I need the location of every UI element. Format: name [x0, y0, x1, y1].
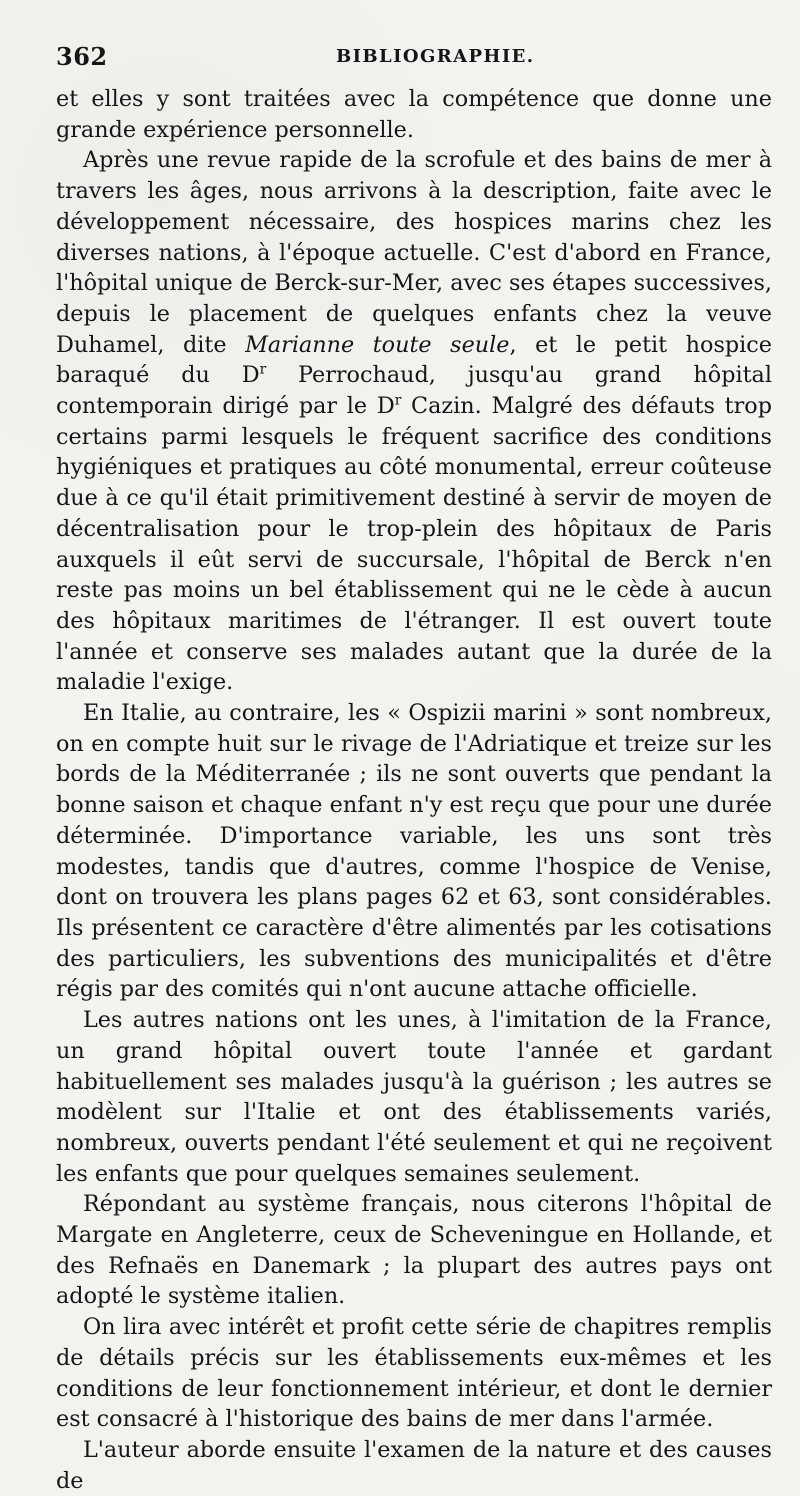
paragraph-2-text-a: Après une revue rapide de la scrofule et des bains de mer à travers les âges, nous arrivons à la description, faite avec le développement nécessaire, des hospices marins chez les diverses nations, à l'époque actuelle. C'est d'abord en France, l'hôpital unique de Berck-sur-Mer, avec ses étapes successives, depuis le placement de quelques enfants chez la veuve Duhamel, dite	[56, 147, 772, 358]
paragraph-7: L'auteur aborde ensuite l'examen de la nature et des causes de	[56, 1436, 772, 1494]
superscript-r-2: r	[394, 392, 402, 409]
page-number: 362	[56, 42, 108, 71]
body-text	[56, 84, 772, 1496]
paragraph-5: Répondant au système français, nous citerons l'hôpital de Margate en Angleterre, ceux de Scheveningue en Hollande, et des Refnaës en Danemark ; la plupart des autres pays ont adopté le système italien.	[56, 1191, 772, 1310]
paragraph-2	[56, 145, 772, 698]
paragraph-2-text-b: , et le petit hospice baraqué du D	[56, 331, 772, 389]
paragraph-1: et elles y sont traitées avec la compétence que donne une grande expérience personnelle.	[56, 86, 772, 143]
superscript-r-1: r	[259, 361, 267, 378]
page-header	[56, 42, 756, 74]
paragraph-3: En Italie, au contraire, les « Ospizii marini » sont nombreux, on en compte huit sur le rivage de l'Adriatique et treize sur les bords de la Méditerranée ; ils ne sont ouverts que pendant la bonne saison et chaque enfant n'y est reçu que pour une durée déterminée. D'importance variable, les uns sont très modestes, tandis que d'autres, comme l'hospice de Venise, dont on trouvera les plans pages 62 et 63, sont considérables. Ils présentent ce caractère d'être alimentés par les cotisations des particuliers, les subventions des municipalités et d'être régis par des comités qui n'ont aucune attache officielle.	[56, 700, 772, 1003]
paragraph-2-text-d: Cazin. Malgré des défauts trop certains parmi lesquels le fréquent sacrifice des conditions hygiéniques et pratiques au côté monumental, erreur coûteuse due à ce qu'il était primitivement destiné à servir de moyen de décentralisation pour le trop-plein des hôpitaux de Paris auxquels il eût servi de succursale, l'hôpital de Berck n'en reste pas moins un bel établissement qui ne le cède à aucun des hôpitaux maritimes de l'étranger. Il est ouvert toute l'année et conserve ses malades autant que la durée de la maladie l'exige.	[56, 393, 772, 696]
paragraph-4: Les autres nations ont les unes, à l'imitation de la France, un grand hôpital ouvert toute l'année et gardant habituellement ses malades jusqu'à la guérison ; les autres se modèlent sur l'Italie et ont des établissements variés, nombreux, ouverts pendant l'été seulement et qui ne reçoivent les enfants que pour quelques semaines seulement.	[56, 1007, 772, 1187]
paragraph-2-text-c: Perrochaud, jusqu'au grand hôpital contemporain dirigé par le D	[56, 362, 772, 420]
paragraph-6: On lira avec intérêt et profit cette série de chapitres remplis de détails précis sur les établissements eux-mêmes et les conditions de leur fonctionnement intérieur, et dont le dernier est consacré à l'historique des bains de mer dans l'armée.	[56, 1314, 772, 1433]
running-head: BIBLIOGRAPHIE.	[336, 46, 535, 67]
marianne-toute-seule: Marianne toute seule	[245, 331, 510, 358]
